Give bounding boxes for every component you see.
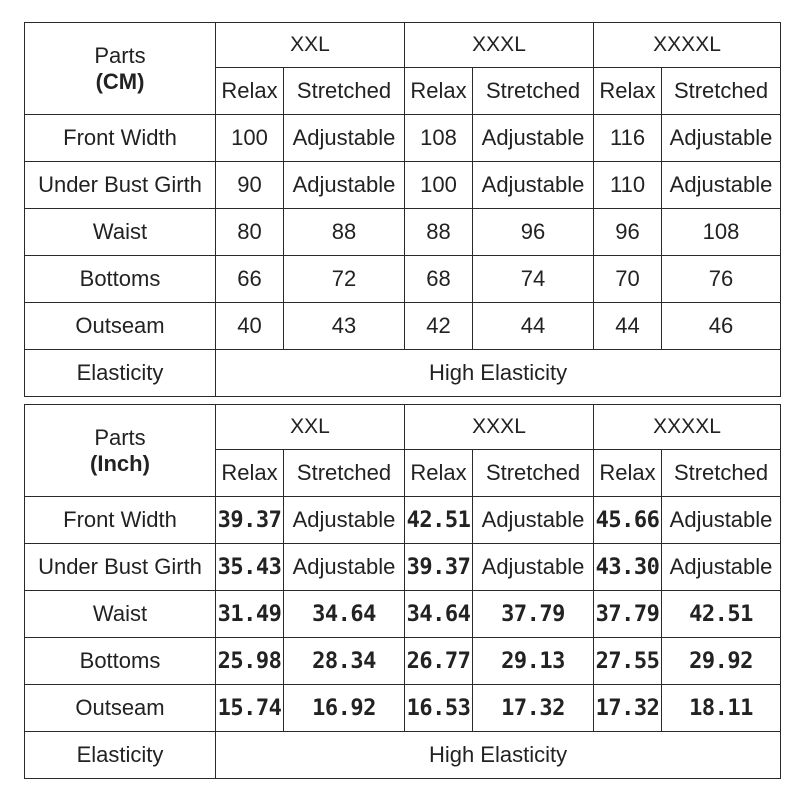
sub-header-relax: Relax [216, 450, 284, 497]
cell: 42.51 [662, 591, 781, 638]
cell: 25.98 [216, 638, 284, 685]
row-label: Bottoms [25, 638, 216, 685]
sub-header-stretched: Stretched [473, 68, 594, 115]
cell: 17.32 [473, 685, 594, 732]
row-label: Under Bust Girth [25, 544, 216, 591]
cell: 70 [594, 256, 662, 303]
size-header-xxxl: XXXL [405, 23, 594, 68]
cell: 43.30 [594, 544, 662, 591]
cell: 66 [216, 256, 284, 303]
unit-label: (Inch) [90, 450, 150, 476]
table-row [25, 544, 781, 591]
table-row [25, 685, 781, 732]
cell: Adjustable [284, 162, 405, 209]
table-row [25, 591, 781, 638]
cell: Adjustable [473, 162, 594, 209]
parts-header [25, 23, 216, 115]
sub-header-stretched: Stretched [473, 450, 594, 497]
row-label: Front Width [25, 497, 216, 544]
row-label: Under Bust Girth [25, 162, 216, 209]
parts-label: Parts [94, 42, 146, 68]
sub-header-stretched: Stretched [662, 450, 781, 497]
sub-header-stretched: Stretched [662, 68, 781, 115]
table-row [25, 209, 781, 256]
cell: 74 [473, 256, 594, 303]
sub-header-relax: Relax [405, 450, 473, 497]
cell: 31.49 [216, 591, 284, 638]
cell: 88 [405, 209, 473, 256]
cell: 16.92 [284, 685, 405, 732]
cell: 88 [284, 209, 405, 256]
row-label: Elasticity [25, 732, 216, 779]
cell: 26.77 [405, 638, 473, 685]
row-label: Front Width [25, 115, 216, 162]
cell: Adjustable [284, 544, 405, 591]
cell: Adjustable [662, 497, 781, 544]
cell: 40 [216, 303, 284, 350]
cell: 43 [284, 303, 405, 350]
table-row-elasticity [25, 350, 781, 397]
row-label: Waist [25, 209, 216, 256]
cell: 29.13 [473, 638, 594, 685]
cell: 39.37 [216, 497, 284, 544]
size-header-xxl: XXL [216, 405, 405, 450]
size-header-xxxxl: XXXXL [594, 23, 781, 68]
row-label: Bottoms [25, 256, 216, 303]
cell: 46 [662, 303, 781, 350]
cell: 34.64 [405, 591, 473, 638]
size-header-xxl: XXL [216, 23, 405, 68]
cell: 96 [473, 209, 594, 256]
cell: 108 [405, 115, 473, 162]
cell: 76 [662, 256, 781, 303]
unit-label: (CM) [95, 68, 145, 94]
table-row [25, 256, 781, 303]
sub-header-relax: Relax [405, 68, 473, 115]
cell: 96 [594, 209, 662, 256]
row-label: Outseam [25, 685, 216, 732]
cell: Adjustable [473, 497, 594, 544]
cell: 100 [405, 162, 473, 209]
cell: 16.53 [405, 685, 473, 732]
sub-header-relax: Relax [594, 450, 662, 497]
cell: 44 [594, 303, 662, 350]
cell: 35.43 [216, 544, 284, 591]
cell: Adjustable [284, 115, 405, 162]
table-row [25, 497, 781, 544]
cell: 39.37 [405, 544, 473, 591]
parts-header [25, 405, 216, 497]
table-row [25, 638, 781, 685]
cell: Adjustable [473, 115, 594, 162]
size-table-cm [24, 22, 781, 397]
row-label: Elasticity [25, 350, 216, 397]
cell: Adjustable [662, 162, 781, 209]
cell: 28.34 [284, 638, 405, 685]
cell: 80 [216, 209, 284, 256]
cell: Adjustable [662, 544, 781, 591]
table-row [25, 303, 781, 350]
elasticity-value: High Elasticity [216, 732, 781, 779]
cell: 116 [594, 115, 662, 162]
cell: 110 [594, 162, 662, 209]
sub-header-stretched: Stretched [284, 450, 405, 497]
cell: 27.55 [594, 638, 662, 685]
cell: 44 [473, 303, 594, 350]
row-label: Waist [25, 591, 216, 638]
sub-header-relax: Relax [594, 68, 662, 115]
cell: 90 [216, 162, 284, 209]
cell: 37.79 [473, 591, 594, 638]
cell: 72 [284, 256, 405, 303]
cell: 15.74 [216, 685, 284, 732]
cell: 108 [662, 209, 781, 256]
sub-header-relax: Relax [216, 68, 284, 115]
cell: Adjustable [284, 497, 405, 544]
sub-header-stretched: Stretched [284, 68, 405, 115]
cell: 68 [405, 256, 473, 303]
table-row [25, 115, 781, 162]
cell: Adjustable [662, 115, 781, 162]
row-label: Outseam [25, 303, 216, 350]
table-row [25, 162, 781, 209]
cell: 34.64 [284, 591, 405, 638]
parts-label: Parts [94, 424, 146, 450]
cell: 37.79 [594, 591, 662, 638]
cell: 100 [216, 115, 284, 162]
table-row-elasticity [25, 732, 781, 779]
cell: Adjustable [473, 544, 594, 591]
cell: 45.66 [594, 497, 662, 544]
cell: 42.51 [405, 497, 473, 544]
cell: 18.11 [662, 685, 781, 732]
size-header-xxxxl: XXXXL [594, 405, 781, 450]
size-table-inch [24, 404, 781, 779]
cell: 17.32 [594, 685, 662, 732]
cell: 42 [405, 303, 473, 350]
cell: 29.92 [662, 638, 781, 685]
elasticity-value: High Elasticity [216, 350, 781, 397]
size-header-xxxl: XXXL [405, 405, 594, 450]
